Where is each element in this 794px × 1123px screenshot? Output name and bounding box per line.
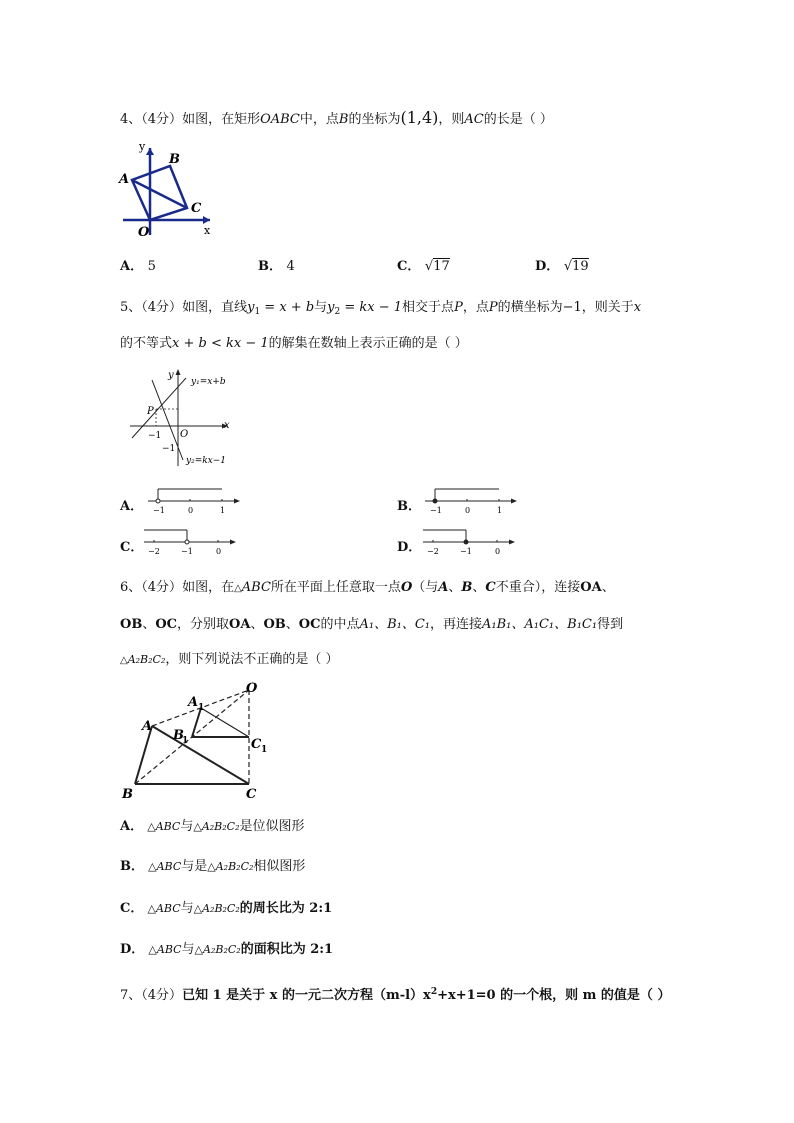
q4-option-b[interactable]: B． 4 <box>258 259 295 274</box>
q6-label-b: B <box>122 787 133 802</box>
q6-label-c1: C <box>251 737 262 752</box>
q4-stem: 4、（4分）如图，在矩形OABC中，点B的坐标为(1,4)，则AC的长是（ ） <box>120 108 553 127</box>
q6-label-c1-sub: 1 <box>261 745 268 755</box>
q5-label-l1: y₁=x+b <box>191 377 226 387</box>
sqrt-sign: √ <box>424 259 434 274</box>
q5-numberline-d <box>421 526 521 556</box>
q5-numberline-b <box>423 486 523 516</box>
q5-label-o: O <box>180 429 189 440</box>
tick-label: 1 <box>497 506 503 515</box>
q6-figure <box>118 680 273 802</box>
q4-option-c[interactable]: C． √17 <box>397 259 450 274</box>
q4-option-d[interactable]: D． √19 <box>535 259 589 274</box>
q6-option-b[interactable]: B． △ABC与是△A₂B₂C₂相似图形 <box>120 859 306 874</box>
q5-label-m1y: −1 <box>162 444 176 454</box>
tick-label: 0 <box>465 506 471 515</box>
q5-option-d[interactable]: D． <box>397 540 422 555</box>
q5-numberline-a <box>146 486 246 516</box>
sqrt-sign: √ <box>563 259 573 274</box>
q4-option-a[interactable]: A． 5 <box>120 259 156 274</box>
q6-stem-line3: △A₂B₂C₂，则下列说法不正确的是（ ） <box>120 652 339 667</box>
q5-label-x: x <box>224 420 230 431</box>
tick-label: −1 <box>181 547 193 556</box>
tick-label: −1 <box>430 506 442 515</box>
q5-option-c[interactable]: C． <box>120 540 144 555</box>
q7-stem: 7、（4分）已知 1 是关于 x 的一元二次方程$(m-l)x^2+x+1=0$ 的一个根，则 m 的值是（ ） <box>120 987 671 1003</box>
tick-label: −2 <box>427 547 439 556</box>
tick-label: −1 <box>153 506 165 515</box>
q5-label-m1x: −1 <box>148 431 162 441</box>
q4-label-x: x <box>204 224 211 237</box>
q4-label-o: O <box>138 225 150 240</box>
q6-label-c: C <box>246 787 257 802</box>
q4-label-y: y <box>139 140 146 153</box>
q6-label-b1: B <box>173 728 184 743</box>
q6-label-a1: A <box>188 695 199 710</box>
q5-figure <box>128 368 243 468</box>
q5-option-b[interactable]: B． <box>397 499 421 514</box>
q6-stem-line1: 6、（4分）如图，在△ABC所在平面上任意取一点O（与A、B、C不重合），连接OA、 <box>120 580 615 595</box>
q6-option-a[interactable]: A． △ABC与△A₂B₂C₂是位似图形 <box>120 819 305 834</box>
q6-label-b1-sub: 1 <box>182 736 189 746</box>
q5-label-l2: y₂=kx−1 <box>186 456 227 466</box>
q5-stem-line1: 5、（4分）如图，直线$y_1 = x + b$与$y_2$ = kx − 1相交于点P，点P的横坐标为−1，则关于x <box>120 300 642 317</box>
tick-label: 0 <box>188 506 194 515</box>
tick-label: −2 <box>148 547 160 556</box>
q6-label-a: A <box>142 719 153 734</box>
q5-label-p: P <box>147 406 154 417</box>
q5-option-a[interactable]: A． <box>120 499 144 514</box>
tick-label: 1 <box>220 506 226 515</box>
q4-label-c: C <box>191 201 202 216</box>
tick-label: −1 <box>460 547 472 556</box>
q6-label-o: O <box>246 681 258 696</box>
q5-label-y: y <box>168 370 174 381</box>
q5-numberline-c <box>142 526 242 556</box>
q5-stem-line2: 的不等式x + b < kx − 1的解集在数轴上表示正确的是（ ） <box>120 336 468 351</box>
q4-label-b: B <box>169 152 180 167</box>
q4-figure <box>115 140 225 240</box>
q6-option-c[interactable]: C． △ABC与△A₂B₂C₂的周长比为 2:1 <box>120 901 333 916</box>
q4-label-a: A <box>119 172 130 187</box>
q6-label-a1-sub: 1 <box>198 703 205 713</box>
tick-label: 0 <box>495 547 501 556</box>
tick-label: 0 <box>216 547 222 556</box>
q6-stem-line2: OB、OC，分别取OA、OB、OC的中点A₁、B₁、C₁，再连接A₁B₁、A₁C₁、B₁C₁得到 <box>120 617 624 632</box>
q6-option-d[interactable]: D． △ABC与△A₂B₂C₂的面积比为 2:1 <box>120 942 334 957</box>
